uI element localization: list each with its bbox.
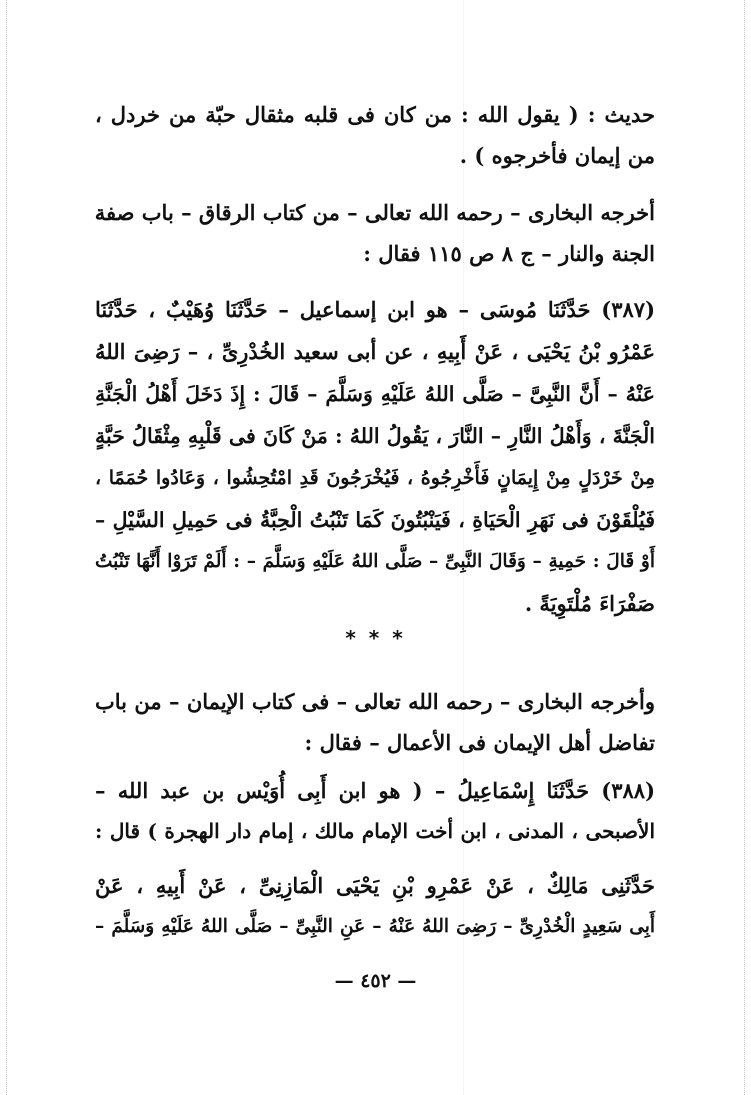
page-number: — ٤٥٢ — bbox=[334, 970, 417, 992]
text-line: فَيُلْقَوْنَ فى نَهَرِ الْحَيَاةِ ، فَيَنْبُتُونَ كَمَا تَنْبُتُ الْحِبَّةُ فى حَمِيلِ السَّيْلِ – bbox=[95, 508, 655, 532]
source-reference-paragraph bbox=[95, 681, 655, 763]
text-line: من إيمان فأخرجوه ) . bbox=[459, 143, 655, 168]
scan-edge-left bbox=[6, 0, 7, 1095]
hadith-text-paragraph bbox=[95, 94, 655, 176]
text-line: وأخرجه البخارى – رحمه الله تعالى – فى كتاب الإيمان – من باب bbox=[95, 689, 655, 714]
text-line: عَمْرُو بْنُ يَحْيَى ، عَنْ أَبِيهِ ، عن أبى سعيد الخُدْرِىِّ ، – رَضِىَ اللهُ bbox=[95, 339, 655, 364]
text-line: أخرجه البخارى – رحمه الله تعالى – من كتاب الرقاق – باب صفة bbox=[94, 200, 655, 225]
source-reference-paragraph bbox=[95, 192, 655, 274]
scan-edge-right bbox=[744, 0, 745, 1095]
text-line: حَدَّثَنِى مَالِكٌ ، عَنْ عَمْرِو بْنِ يَحْيَى الْمَازِنِىِّ ، عَنْ أَبِيهِ ، عَنْ bbox=[95, 873, 655, 898]
text-line: عَنْهُ – أَنَّ النَّبِىَّ – صَلَّى اللهُ عَلَيْهِ وَسَلَّمَ – قَالَ : إِذَ دَخَلَ أَهْلُ الْجَنَّةِ bbox=[95, 382, 655, 406]
text-line: الأصبحى ، المدنى ، ابن أخت الإمام مالك ، إمام دار الهجرة ) قال : bbox=[95, 819, 655, 843]
text-line: الجنة والنار – ج ٨ ص ١١٥ فقال : bbox=[363, 241, 655, 266]
text-line: أَوْ قَالَ : حَمِيةِ – وَقَالَ النَّبِىِّ – صَلَّى اللهُ عَلَيْهِ وَسَلَّمَ – : أَلَمْ تَرَوْا أَنَّهَا تَنْبُتُ bbox=[95, 551, 655, 572]
text-line: (٣٨٨) حَدَّثَنَا إِسْمَاعِيلُ – ( هو ابن أَبِى أُوَيْس بن عبد الله – bbox=[95, 778, 655, 803]
text-line: حديث : ( يقول الله : من كان فى قلبه مثقال حبّة من خردل ، bbox=[95, 102, 655, 127]
text-line: مِنْ خَرْدَلٍ مِنْ إِيمَانٍ فَأَخْرِجُوهُ ، فَيُخْرَجُونَ قَدِ امْتُحِشُوا ، وَعَادُوا حُمَمًا ، bbox=[95, 467, 655, 489]
section-separator: * * * bbox=[345, 626, 406, 650]
text-line: صَفْرَاءَ مُلْتَوِيَةً . bbox=[524, 591, 655, 616]
text-line: الْجَنَّةَ ، وَأَهْلُ النَّارِ – النَّارَ ، يَقُولُ اللهُ : مَنْ كَانَ فى قَلْبِهِ مِثْقَالُ حَبَّةٍ bbox=[95, 424, 655, 448]
text-line: تفاضل أهل الإيمان فى الأعمال – فقال : bbox=[304, 730, 655, 755]
hadith-388-paragraph bbox=[95, 770, 655, 852]
hadith-388-continuation bbox=[95, 865, 655, 947]
text-line: (٣٨٧) حَدَّثَنَا مُوسَى – هو ابن إسماعيل – حَدَّثَنَا وُهَيْبٌ ، حَدَّثَنَا bbox=[95, 297, 655, 322]
hadith-387-paragraph bbox=[95, 289, 655, 625]
text-line: أَبِى سَعِيدٍ الْخُدْرِىِّ – رَضِىَ اللهُ عَنْهُ – عَنِ النَّبِىِّ – صَلَّى اللهُ عَلَيْهِ وَسَلَّمَ – bbox=[95, 916, 655, 937]
